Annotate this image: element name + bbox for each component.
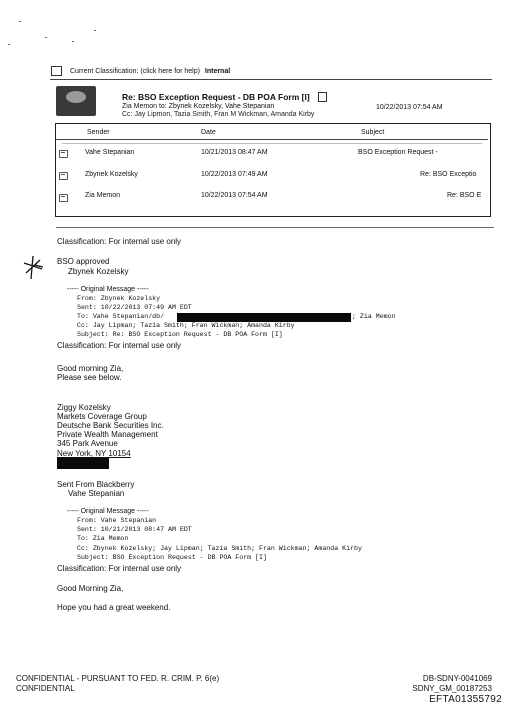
table-cell-subject[interactable]: Re: BSO E (447, 192, 482, 199)
message-cc: Cc: Jay Lipmon, Tazia Smith, Fran M Wickman, Amanda Kirby (122, 111, 315, 118)
classification-level: Internal (204, 68, 231, 75)
bates-number: EFTA01355792 (429, 694, 502, 705)
table-cell-date: 10/22/2013 07:49 AM (201, 171, 268, 178)
table-cell-subject[interactable]: Re: BSO Exceptio (420, 171, 477, 178)
column-header-date[interactable]: Date (201, 129, 216, 136)
table-cell-sender[interactable]: Zbynek Kozelsky (85, 171, 138, 178)
classification-prefix[interactable]: Current Classification: (click here for help) (70, 68, 200, 75)
thread-table (55, 123, 491, 217)
redaction-box (57, 458, 109, 469)
message-from-to: Zia Memon to: Zbynek Kozelsky, Vahe Stepanian (122, 103, 275, 110)
signature-line: Deutsche Bank Securities Inc. (57, 421, 164, 430)
orig2-sent: Sent: 10/21/2013 08:47 AM EDT (77, 526, 192, 533)
column-header-subject[interactable]: Subject (361, 129, 385, 136)
divider (56, 227, 494, 228)
signature-line: Private Wealth Management (57, 430, 158, 439)
greeting: Good morning Zia, (57, 364, 124, 373)
orig1-cc: Cc: Jay Lipman; Tazia Smith; Fran Wickman; Amanda Kirby (77, 322, 295, 329)
classification-line: Classification: For internal use only (57, 564, 182, 573)
signature-line: New York, NY 10154 (57, 449, 131, 458)
signature-line: Ziggy Kozelsky (57, 403, 111, 412)
signature-line: 345 Park Avenue (57, 439, 118, 448)
sent-from: Sent From Blackberry (57, 480, 135, 489)
envelope-icon (59, 172, 68, 180)
orig1-from: From: Zbynek Kozelsky (77, 295, 161, 302)
approved-by: Zbynek Kozelsky (68, 267, 129, 276)
footer-confidential: CONFIDENTIAL (16, 684, 75, 693)
message-date: 10/22/2013 07:54 AM (376, 104, 443, 111)
redaction-box (177, 313, 351, 322)
envelope-icon (59, 194, 68, 202)
document-icon (51, 66, 62, 76)
greeting: Good Morning Zia, (57, 584, 124, 593)
scan-speck (8, 44, 10, 45)
table-cell-date: 10/21/2013 08:47 AM (201, 149, 268, 156)
orig2-to: To: Zia Memon (77, 535, 129, 542)
bates-number: SDNY_GM_00187253 (412, 684, 492, 693)
orig2-cc: Cc: Zbynek Kozelsky; Jay Lipman; Tazia Smith; Fran Wickman; Amanda Kirby (77, 545, 362, 552)
table-cell-subject[interactable]: BSO Exception Request - (358, 149, 438, 156)
column-header-sender[interactable]: Sender (87, 129, 110, 136)
body-text: Hope you had a great weekend. (57, 603, 171, 612)
signature-line: Markets Coverage Group (57, 412, 147, 421)
message-subject: Re: BSO Exception Request - DB POA Form [I] (122, 92, 310, 102)
sent-from-name: Vahe Stepanian (68, 489, 125, 498)
table-cell-date: 10/22/2013 07:54 AM (201, 192, 268, 199)
scan-speck (45, 37, 47, 38)
attachment-icon[interactable] (318, 92, 327, 102)
orig2-from: From: Vahe Stepanian (77, 517, 157, 524)
divider (50, 79, 492, 80)
body-text: Please see below. (57, 373, 122, 382)
footer-confidential-notice: CONFIDENTIAL - PURSUANT TO FED. R. CRIM. P. 6(e) (16, 674, 220, 683)
approved-line: BSO approved (57, 257, 110, 266)
bates-number: DB-SDNY-0041069 (422, 674, 492, 683)
original-message-heading: ----- Original Message ----- (67, 286, 149, 293)
orig1-sent: Sent: 10/22/2013 07:49 AM EDT (77, 304, 192, 311)
orig2-subject: Subject: BSO Exception Request - DB POA Form [I] (77, 554, 267, 561)
envelope-icon (59, 150, 68, 158)
handwritten-mark-icon (22, 255, 44, 281)
scan-speck (72, 41, 74, 42)
orig1-to: To: Vahe Stepanian/db/ (77, 313, 165, 320)
table-header-divider (56, 139, 488, 140)
classification-line: Classification: For internal use only (57, 341, 182, 350)
orig1-subject: Subject: Re: BSO Exception Request - DB POA Form [I] (77, 331, 283, 338)
orig1-to-end: ; Zia Memon (352, 313, 396, 320)
classification-bar (70, 68, 230, 75)
table-cell-sender[interactable]: Vahe Stepanian (85, 149, 135, 156)
table-cell-sender[interactable]: Zia Memon (85, 192, 121, 199)
table-header-divider (62, 143, 482, 144)
avatar (56, 86, 96, 116)
scan-speck (19, 21, 21, 22)
original-message-heading: ----- Original Message ----- (67, 508, 149, 515)
scan-speck (94, 30, 96, 31)
classification-line: Classification: For internal use only (57, 237, 182, 246)
